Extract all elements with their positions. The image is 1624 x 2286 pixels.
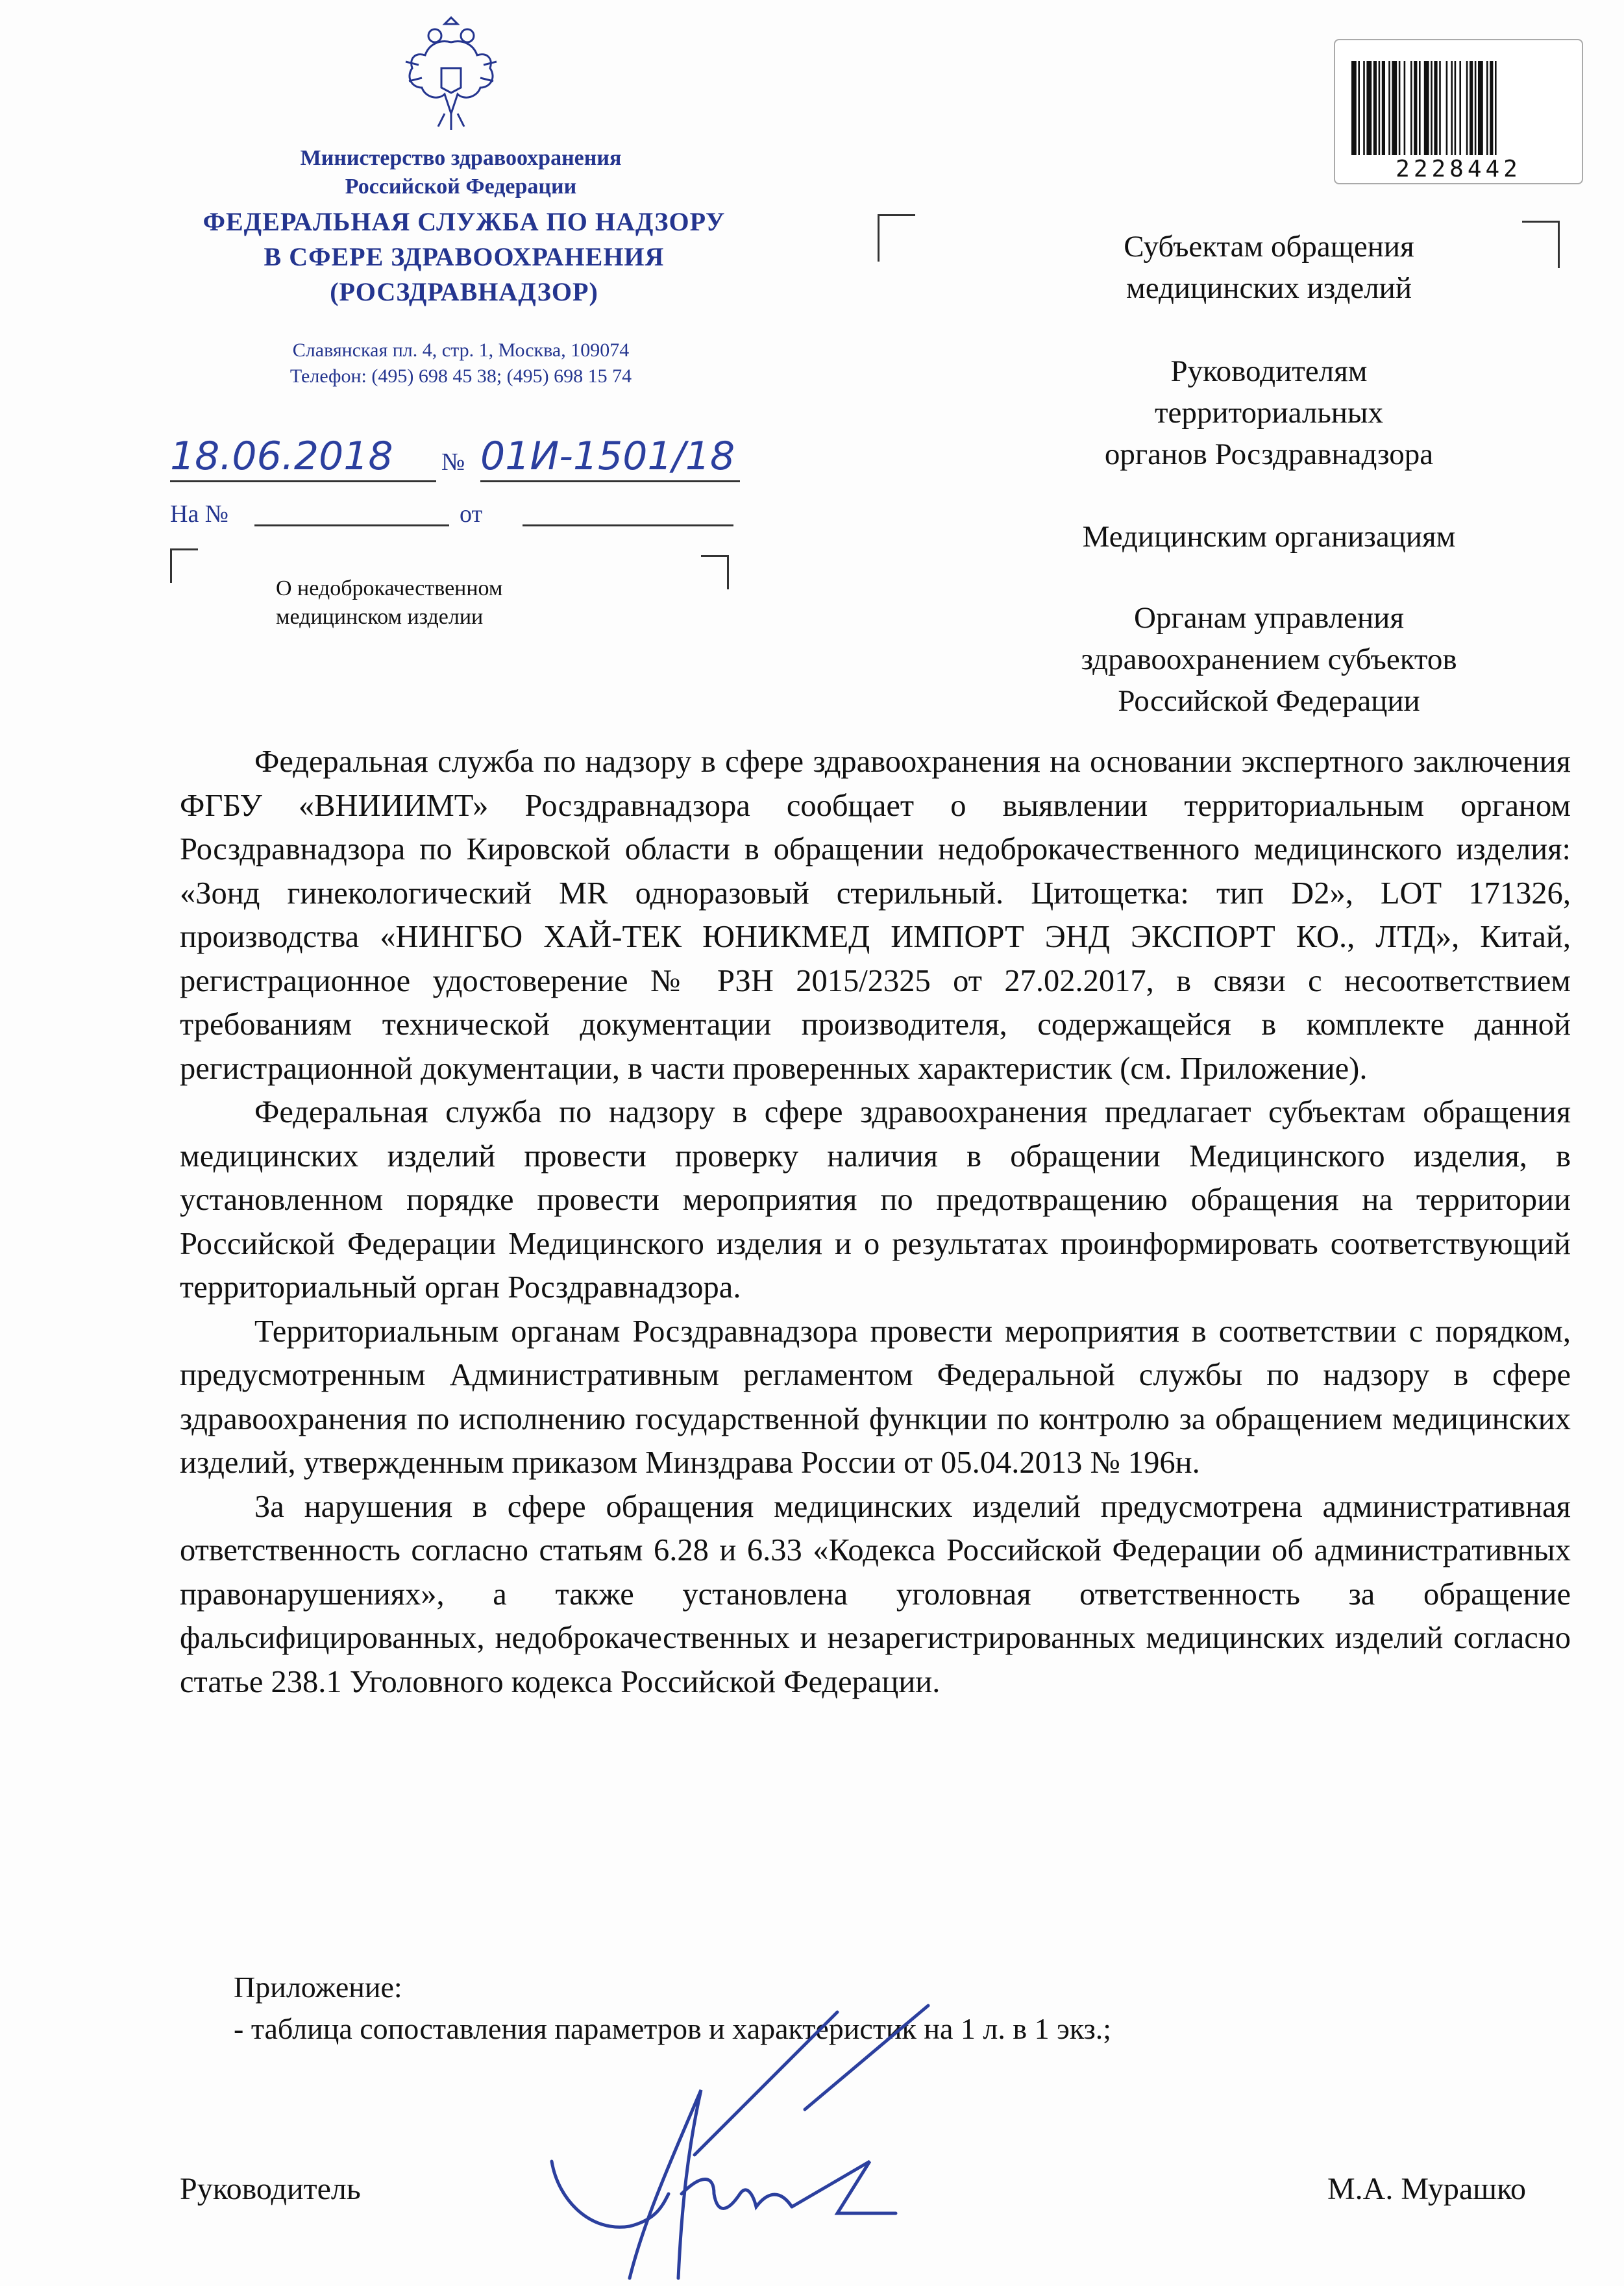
reply-label: На № <box>170 500 229 528</box>
registration-number: 01И-1501/18 <box>480 434 735 479</box>
registration-date: 18.06.2018 <box>170 434 393 479</box>
addressee-line: Субъектам обращения <box>1124 230 1414 264</box>
barcode-bar <box>1434 61 1437 155</box>
signatory-role: Руководитель <box>180 2172 361 2206</box>
body-paragraph-3: Территориальным органам Росздравнадзора провести мероприятия в соответствии с порядком, предусмотренным Административным регламентом Федеральной службы по надзору в сфере здравоохранения по исполнению государственной функции по контролю за обращением медицинских изделий, утвержденным приказом Минздрава России от 05.04.2013 № 196н. <box>180 1314 1571 1480</box>
addressee-group-1 <box>928 226 1610 309</box>
barcode-bar <box>1475 61 1477 155</box>
letter-subject <box>276 574 613 632</box>
barcode-bar <box>1466 61 1468 155</box>
barcode-bar <box>1351 61 1357 155</box>
barcode-bar <box>1392 61 1397 155</box>
barcode-bar <box>1388 61 1390 155</box>
barcode-bars <box>1351 61 1566 155</box>
barcode-bar <box>1459 61 1461 155</box>
barcode <box>1334 39 1583 184</box>
handwritten-signature <box>532 1999 948 2285</box>
service-address: Славянская пл. 4, стр. 1, Москва, 109074 <box>292 339 630 361</box>
service-phone: Телефон: (495) 698 45 38; (495) 698 15 74 <box>289 365 632 387</box>
body-paragraph-2: Федеральная служба по надзору в сфере здравоохранения предлагает субъектам обращения медицинских изделий провести проверку наличия в обращении Медицинского изделия, в установленном порядке провести мероприятия по предотвращению обращения на территории Российской Федерации Медицинского изделия и о результатах проинформировать соответствующий территориальный орган Росздравнадзора. <box>180 1095 1571 1305</box>
reply-date-line <box>523 524 733 526</box>
state-emblem-icon <box>399 16 503 133</box>
address-bracket-left <box>878 214 915 262</box>
addressee-group-4 <box>928 597 1610 722</box>
subject-bracket-left <box>170 548 198 583</box>
addressee-line: территориальных <box>1154 396 1384 430</box>
number-underline <box>480 480 740 482</box>
barcode-bar <box>1439 61 1441 155</box>
barcode-bar <box>1455 61 1457 155</box>
addressee-line: Медицинским организациям <box>1082 520 1456 554</box>
service-contacts <box>195 338 727 389</box>
body-paragraph-4: За нарушения в сфере обращения медицинских изделий предусмотрена административная ответственность согласно статьям 6.28 и 6.33 «Кодекса Российской Федерации об административных правонарушениях», а также установлена уголовная ответственность за обращение фальсифицированных, недоброкачественных и незарегистрированных медицинских изделий согласно статье 238.1 Уголовного кодекса Российской Федерации. <box>180 1489 1571 1699</box>
barcode-bar <box>1495 61 1497 155</box>
from-label: от <box>460 500 483 528</box>
barcode-bar <box>1419 61 1421 155</box>
signatory-name: М.А. Мурашко <box>1327 2172 1526 2206</box>
barcode-bar <box>1490 61 1493 155</box>
subject-bracket-right <box>701 555 729 589</box>
subject-line-1: О недоброкачественном <box>276 576 503 600</box>
number-sign: № <box>441 449 465 476</box>
barcode-bar <box>1399 61 1401 155</box>
barcode-bar <box>1404 61 1406 155</box>
ministry-line-1: Министерство здравоохранения <box>300 146 622 170</box>
barcode-bar <box>1424 61 1429 155</box>
addressee-line: здравоохранением субъектов <box>1081 643 1457 676</box>
addressee-group-2 <box>928 350 1610 475</box>
attachment-label: Приложение: <box>234 1971 402 2004</box>
ministry-line-2: Российской Федерации <box>345 175 577 199</box>
subject-line-2: медицинском изделии <box>276 605 484 629</box>
barcode-bar <box>1363 61 1365 155</box>
service-line-2: В СФЕРЕ ЗДРАВООХРАНЕНИЯ <box>264 242 665 271</box>
barcode-bar <box>1451 61 1453 155</box>
barcode-bar <box>1382 61 1385 155</box>
barcode-bar <box>1373 61 1377 155</box>
addressee-line: Российской Федерации <box>1118 684 1420 718</box>
barcode-number: 2228442 <box>1396 156 1521 182</box>
attachment-item: - таблица сопоставления параметров и характеристик на 1 л. в 1 экз.; <box>234 2012 1112 2045</box>
service-line-1: ФЕДЕРАЛЬНАЯ СЛУЖБА ПО НАДЗОРУ <box>203 207 726 236</box>
barcode-bar <box>1470 61 1473 155</box>
barcode-bar <box>1358 61 1360 155</box>
body-paragraph-1: Федеральная служба по надзору в сфере здравоохранения на основании экспертного заключения ФГБУ «ВНИИИМТ» Росздравнадзора сообщает о выявлении территориальным органом Росздравнадзора по Кировской области в обращении недоброкачественного медицинского изделия: «Зонд гинекологический MR одноразовый стерильный. Цитощетка: тип D2», LOT 171326, производства «НИНГБО ХАЙ-ТЕК ЮНИКМЕД ИМПОРТ ЭНД ЭКСПОРТ КО., ЛТД», Китай, регистрационное удостоверение № РЗН 2015/2325 от 27.02.2017, в связи с несоответствием требованиям технической документации производителя, содержащейся в комплекте данной регистрационной документации, в части проверенных характеристик (см. Приложение). <box>180 744 1571 1086</box>
letter-body <box>180 740 1571 1704</box>
barcode-bar <box>1414 61 1417 155</box>
ministry-name <box>195 144 727 201</box>
addressee-line: медицинских изделий <box>1126 271 1412 305</box>
barcode-bar <box>1431 61 1433 155</box>
addressee-group-3 <box>928 516 1610 558</box>
addressee-line: Органам управления <box>1134 601 1404 635</box>
addressee-line: Руководителям <box>1170 354 1368 388</box>
barcode-bar <box>1410 61 1412 155</box>
barcode-bar <box>1446 61 1448 155</box>
barcode-bar <box>1486 61 1488 155</box>
date-underline <box>170 480 436 482</box>
addressee-line: органов Росздравнадзора <box>1104 437 1434 471</box>
service-name <box>136 204 792 310</box>
reply-number-line <box>254 524 449 526</box>
barcode-bar <box>1478 61 1483 155</box>
barcode-bar <box>1379 61 1381 155</box>
service-line-3: (РОСЗДРАВНАДЗОР) <box>330 277 598 306</box>
barcode-bar <box>1366 61 1372 155</box>
